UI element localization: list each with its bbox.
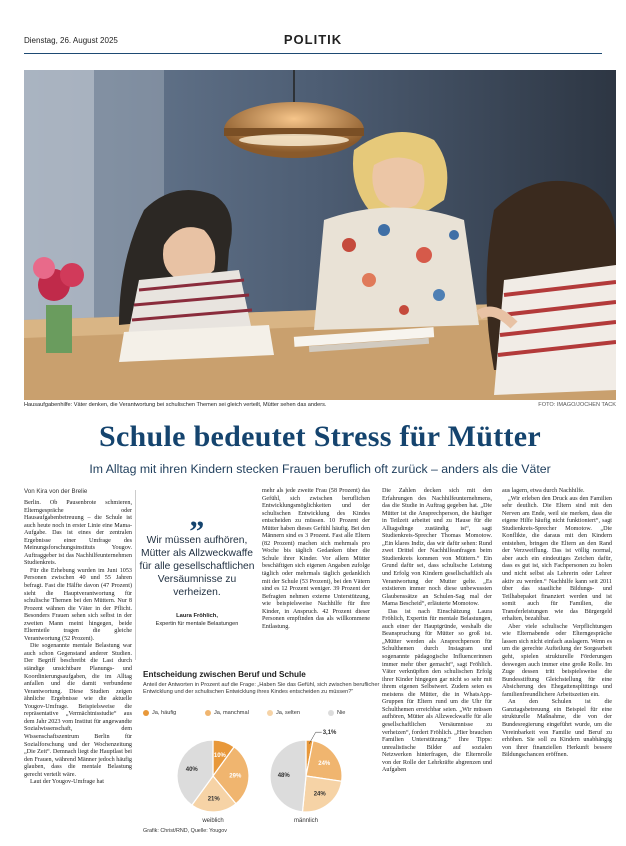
section-name: POLITIK [283, 32, 343, 47]
paragraph: Die sogenannte mentale Belastung war auch schon Gegenstand anderer Studien. Der Begriff beschreibt die Last durch ständige unsichtbare Planungs- und Koordinierungsaufgaben, die im Alltag anfallen und die damit verbundene Verantwortung. Diese Studien zeigen ähnliche Ergebnisse wie die aktuelle Yougov-Umfrage. Beispielsweise die repräsentative „Vermächtnisstudie“ aus dem Jahr 2023 vom Institut für angewandte Sozialwissenschaft, dem Wissenschaftszentrum Berlin für Sozialforschung und der Wochenzeitung „Die Zeit“. Demnach liegt die Hauptlast bei den Frauen, während Männer jedoch häufig glauben, dass die mentale Belastung gerecht verteilt wäre. [24, 643, 132, 778]
chart-title: Entscheidung zwischen Beruf und Schule [143, 670, 306, 679]
series-label: männlich [293, 818, 319, 824]
header-rule [24, 53, 602, 54]
pull-quote [138, 500, 256, 627]
chart-subtitle: Anteil der Antworten in Prozent auf die Frage: „Haben Sie das Gefühl, sich zwischen beruflicher Entwicklung und der schulischen Entwicklung ihres Kindes entscheiden zu müssen?“ [143, 682, 380, 695]
slice-value-label: 48% [277, 772, 290, 779]
paragraph: Das ist nach Einschätzung Laura Fröhlich, Expertin für mentale Belastungen, auch einer der Hauptgründe, weshalb die Beanspruchung für Mütter so groß ist. „Mütter werden als Ansprechperson für Schulthemen durch Instagram und sogenannte pädagogische Influencerinnen immer mehr über gemacht“, sagt Fröhlich. Väter verknüpften den schulischen Erfolg ihrer Kinder hingegen gar nicht so sehr mit ihrem eigenen Selbstwert. Zudem seien es meistens die Mütter, die in WhatsApp-Gruppen für Eltern rund um die Uhr für Schulthemen erreichbar seien. „Wir müssen aufhören, Mütter als Allzweckwaffe für alle gesellschaftlichen Versäumnisse zu verheizen“, fordert Fröhlich. „Hier brauchen Familien Unterstützung.“ Ihre Tipps: unrealistische Bilder auf sozialen Netzwerken hinterfragen, die Elternrolle von der Rolle der Lehrkräfte abgrenzen und Aufgaben [382, 608, 492, 774]
paragraph: Für die Erhebung wurden im Juni 1053 Personen zwischen 40 und 55 Jahren befragt. Fast die Hälfte davon (47 Prozent) sieht die Hauptverantwortung für schulische Themen bei den Müttern. Nur 8 Prozent wähnen die Väter in der Pflicht. Besonders Frauen sehen sich selbst in der zweiten Mann meint hingegen, beide Elternteile tragen die gleiche Verantwortung (52 Prozent). [24, 567, 132, 642]
column-rule [135, 490, 136, 660]
slice-value-label: 3,1% [322, 730, 337, 737]
legend-label: Nie [337, 710, 346, 716]
paragraph: Die Zahlen decken sich mit den Erfahrungen des Nachhilfeunternehmens, das die Studie in Auftrag gegeben hat. „Die Mütter ist die Ansprechperson, die häufiger in Teilzeit arbeitet und zu Hause für die Alltagsdinge zuständig ist“, sagt Studienkreis-Sprecher Thomas Momotow. „Ein klares Indiz, das wir dafür sehen: Rund zwei Drittel der Nachhilfeanfragen beim Studienkreis kommen von Müttern.“ Ein Grund dafür sei, dass schulische Leistung und Erfolg von Kindern gesellschaftlich als Verantwortung der Mutter gelte. „Es existieren immer noch diese unbewussten Glaubenssätze an Schulen-Sag mal der Mama Bescheid“, erläuterte Momotow. [382, 488, 492, 608]
slice-value-label: 40% [185, 767, 198, 774]
slice-value-label: 29% [229, 773, 242, 780]
headline: Schule bedeutet Stress für Mütter [98, 420, 542, 453]
paragraph: Laut der Yougov-Umfrage hat [30, 779, 105, 786]
page-header [24, 34, 602, 50]
photo-illustration [24, 70, 616, 400]
article-column-1 [24, 500, 132, 787]
legend-label: Ja, manchmal [214, 710, 249, 716]
paragraph: Berlin. Ob Pausenbrote schmieren, Elterngespräche oder Hausaufgabenbetreuung – die Schule ist auch heute noch in erster Linie eine Mama-Aufgabe. Das ist eines der zentralen Ergebnisse einer Umfrage des Meinungsforschungsinstituts Yougov. Auftraggeber ist das Nachhilfeunternehmen Studienkreis. [24, 500, 132, 567]
chart-source: Grafik: Christ/RND, Quelle: Yougov [143, 828, 227, 834]
photo-caption: Hausaufgabenhilfe: Väter denken, die Verantwortung bei schulischen Themen sei gleich verteilt, Mütter sehen das anders. [24, 402, 327, 408]
slice-value-label: 10% [213, 752, 226, 759]
paragraph: mehr als jede zweite Frau (58 Prozent) das Gefühl, sich zwischen beruflichen Entwicklungsmöglichkeiten und der schulischen Entwicklung des Kindes entscheiden zu müssen. 10 Prozent der Mütter haben dieses Gefühl häufig. Bei den Männern sind es 3 Prozent. Fast alle Eltern (82 Prozent) machen sich mehrmals pro Woche bis täglich Gedanken über die Schule ihrer Kinder. Vor allem Mütter beschäftigen sich eigenen Angaben zufolge täglich oder mehrmals täglich gedanklich mit der Schule (53 Prozent), bei den Vätern sind es 12 Prozent weniger. 39 Prozent der Befragten nehmen externe Unterstützung, wie beispielsweise Nachhilfe für ihre Kinder, in Anspruch. 42 Prozent dieser Personen empfinden das als willkommene Entlastung. [262, 488, 370, 630]
issue-date: Dienstag, 26. August 2025 [24, 36, 118, 45]
quote-text: Wir müssen aufhören, Mütter als Allzweckwaffe für alle gesellschaftlichen Versäumnisse zu verheizen. [139, 535, 255, 598]
pie-charts [143, 670, 383, 845]
paragraph: aus lagern, etwa durch Nachhilfe. [502, 488, 585, 494]
paragraph: Aber viele schulische Verpflichtungen wie Elternabende oder Elterngespräche lassen sich nicht einfach auslagern. Wenn es um die gerechte Aufteilung der Sorgearbeit geht, spielen strukturelle Förderungen deswegen auch immer eine große Rolle. Im Zuge dessen tritt beispielsweise die Bundesstiftung Gleichstellung für eine Absicherung des Ehegattensplittings und familienfreundlichere Arbeitszeiten ein. [502, 623, 612, 698]
subheadline: Im Alltag mit ihren Kindern stecken Frauen beruflich oft zurück – anders als die Väter [89, 462, 551, 476]
paragraph: „Wir erleben den Druck aus den Familien sehr deutlich. Die Eltern sind mit den Nerven am Ende, weil sie merken, dass die eigene Hilfe häufig nicht funktioniert“, sagt Studienkreis-Sprecher Momotow. „Die Konflikte, die daraus mit den Kindern entstehen, bringen die Eltern an den Rand der Verzweiflung. Das ist völlig normal, aber auch ein eindeutiges Zeichen dafür, dass es gut ist, sich Fachpersonen zu holen und nicht selbst als Lehrerin oder Lehrer aktiv zu werden.“ Nachhilfe kann seit 2011 über das staatliche Bildungs- und Teilhabepaket finanziert werden und ist somit auch für Familien, die Transferleistungen wie das Bürgergeld erhalten, bezahlbar. [502, 495, 612, 623]
legend-label: Ja, selten [276, 710, 300, 716]
article-column-5 [502, 488, 612, 760]
photo-credit: FOTO: IMAGO/JOCHEN TACK [538, 402, 616, 408]
slice-value-label: 24% [318, 761, 331, 768]
slice-value-label: 21% [207, 796, 220, 803]
byline: Von Kira von der Brelie [24, 488, 88, 495]
legend-label: Ja, häufig [152, 710, 177, 716]
quote-author: Laura Fröhlich, [176, 613, 218, 619]
article-column-4 [382, 488, 492, 775]
article-column-3 [262, 488, 370, 631]
paragraph: An den Schulen ist die Ganztagsbetreuung ein Beispiel für eine strukturelle Maßnahme, die von der Bundesregierung eingeführt wurde, um die Vereinbarkeit von Familie und Beruf zu erhöhen. Sie soll zu Kindern unabhängig von ihrer finanziellen Herkunft bessere Bildungschancen eröffnen. [502, 699, 612, 759]
slice-value-label: 24% [313, 791, 326, 798]
quote-role: Expertin für mentale Belastungen [155, 621, 239, 627]
quote-mark: „ [189, 500, 205, 533]
series-label: weiblich [202, 818, 224, 824]
survey-graphic [143, 670, 383, 845]
article-photo [24, 70, 616, 400]
